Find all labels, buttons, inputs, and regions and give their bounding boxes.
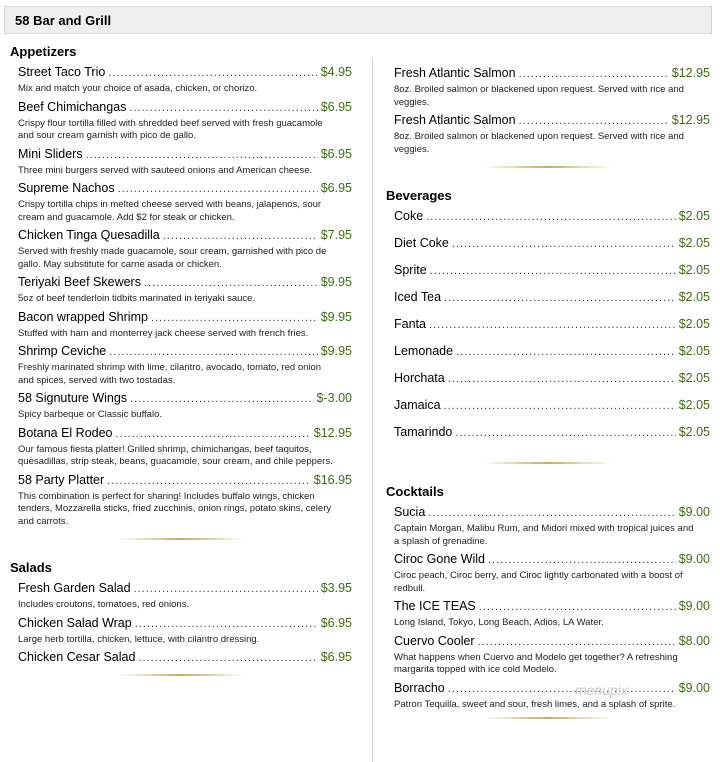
item-name: Supreme Nachos — [18, 181, 115, 195]
menu-item — [394, 599, 710, 630]
item-name: Iced Tea — [394, 290, 442, 304]
item-description: Ciroc peach, Ciroc berry, and Ciroc lightly carbonated with a boost of redbull. — [394, 570, 683, 594]
menu-item — [394, 209, 710, 236]
menu-item — [18, 65, 352, 96]
section-title-beverages: Beverages — [386, 188, 452, 203]
item-name: Lemonade — [394, 344, 454, 358]
menu-item — [394, 344, 710, 371]
menu-item — [18, 426, 352, 469]
item-name: Shrimp Ceviche — [18, 344, 107, 358]
leader-dots — [448, 682, 676, 697]
item-name: Botana El Rodeo — [18, 425, 113, 440]
menu-item — [18, 228, 352, 271]
leader-dots — [129, 101, 317, 116]
leader-dots — [519, 67, 669, 82]
item-price: $9.00 — [678, 552, 710, 566]
leader-dots — [444, 291, 676, 306]
leader-dots — [478, 635, 676, 650]
section-divider — [116, 538, 246, 540]
item-description: Large herb tortilla, chicken, lettuce, with cilantro dressing. — [18, 633, 260, 645]
menu-item — [394, 113, 710, 156]
item-name: Coke — [394, 209, 424, 223]
item-price: $2.05 — [678, 290, 710, 304]
leader-dots — [86, 148, 318, 163]
section-divider — [483, 166, 613, 168]
menu-item — [18, 650, 352, 666]
item-description: Spicy barbeque or Classic buffalo. — [18, 409, 162, 420]
leader-dots — [163, 229, 318, 244]
leader-dots — [428, 506, 675, 521]
item-price: $9.95 — [320, 309, 352, 324]
menu-item — [394, 634, 710, 677]
item-name: Mini Sliders — [18, 146, 83, 161]
menu-item — [18, 310, 352, 341]
leader-dots — [130, 392, 313, 407]
item-name: Fresh Atlantic Salmon — [394, 113, 516, 127]
leader-dots — [138, 651, 317, 666]
leader-dots — [109, 345, 317, 360]
menu-item — [394, 317, 710, 344]
item-name: Ciroc Gone Wild — [394, 552, 485, 566]
item-name: 58 Party Platter — [18, 472, 105, 487]
leader-dots — [135, 617, 318, 632]
leader-dots — [116, 427, 311, 442]
item-price: $2.05 — [678, 344, 710, 358]
column-divider — [372, 58, 373, 762]
leader-dots — [426, 210, 676, 225]
menu-item — [394, 290, 710, 317]
item-price: $12.95 — [671, 113, 710, 127]
menu-item — [18, 275, 352, 306]
menu-item — [394, 236, 710, 263]
item-price: $16.95 — [313, 472, 352, 487]
item-price: $2.05 — [678, 398, 710, 412]
right-column — [386, 66, 710, 739]
beverages-list — [386, 209, 710, 452]
section-divider — [483, 462, 613, 464]
leader-dots — [455, 426, 675, 441]
watermark: menupix — [575, 682, 628, 698]
section-divider — [116, 674, 246, 676]
menu-item — [394, 398, 710, 425]
item-price: $12.95 — [671, 66, 710, 80]
item-name: Tamarindo — [394, 425, 453, 439]
item-description: Captain Morgan, Malibu Rum, and Midori mixed with tropical juices and a splash of grenadine. — [394, 523, 694, 547]
menu-item — [394, 66, 710, 109]
leader-dots — [151, 311, 318, 326]
menu-item — [18, 391, 352, 422]
item-price: $6.95 — [320, 615, 352, 630]
menu-item — [394, 505, 710, 548]
item-price: $9.95 — [320, 344, 352, 358]
item-description: Long Island, Tokyo, Long Beach, Adios, LA Water. — [394, 617, 604, 628]
menu-item — [18, 616, 352, 647]
item-name: The ICE TEAS — [394, 599, 476, 613]
item-name: Bacon wrapped Shrimp — [18, 309, 148, 324]
item-name: Chicken Salad Wrap — [18, 615, 132, 630]
item-description: Our famous fiesta platter! Grilled shrimp, chimichangas, beef taquitos, quesadillas, strip steak, beans, guacamole, sour cream, and chile peppers. — [18, 443, 333, 467]
leader-dots — [118, 182, 318, 197]
leader-dots — [456, 345, 676, 360]
leader-dots — [107, 474, 311, 489]
item-description: 8oz. Broiled salmon or blackened upon request. Served with rice and veggies. — [394, 131, 684, 155]
item-name: Chicken Tinga Quesadilla — [18, 228, 160, 242]
section-title-salads: Salads — [10, 560, 52, 575]
item-price: $3.95 — [320, 581, 352, 595]
leader-dots — [108, 66, 317, 81]
item-price: $6.95 — [320, 99, 352, 114]
menu-item — [394, 263, 710, 290]
item-name: Sucia — [394, 505, 426, 519]
leader-dots — [519, 114, 669, 129]
menu-header — [4, 6, 712, 34]
item-description: Crispy tortilla chips in melted cheese served with beans, jalapenos, sour cream and guacamole. Add $2 for steak or chicken. — [18, 199, 322, 223]
item-description: Served with freshly made guacamole, sour cream, garnished with pico de gallo. May substitute for carne asada or chicken. — [18, 246, 327, 270]
item-name: Horchata — [394, 371, 445, 385]
item-description: 5oz of beef tenderloin tidbits marinated in teriyaki sauce. — [18, 293, 256, 304]
section-title-appetizers: Appetizers — [10, 44, 77, 59]
section-title-cocktails: Cocktails — [386, 484, 444, 499]
menu-item — [18, 473, 352, 529]
item-price: $2.05 — [678, 236, 710, 250]
item-description: This combination is perfect for sharing! Includes buffalo wings, chicken tenders, Mozzarella sticks, fried zucchinis, onion rings, potato skins, celery and carrots. — [18, 490, 332, 527]
item-name: Fresh Atlantic Salmon — [394, 66, 516, 80]
restaurant-title: 58 Bar and Grill — [15, 13, 112, 28]
item-description: Patron Tequilla, sweet and sour, fresh limes, and a splash of sprite. — [394, 698, 676, 710]
leader-dots — [134, 582, 318, 597]
leader-dots — [452, 237, 676, 252]
menu-item — [394, 552, 710, 595]
item-description: Stuffed with ham and monterrey jack cheese served with french fries. — [18, 327, 309, 339]
item-name: Street Taco Trio — [18, 65, 106, 79]
item-description: Includes croutons, tomatoes, red onions. — [18, 599, 190, 610]
item-name: Cuervo Cooler — [394, 633, 475, 648]
item-name: 58 Signuture Wings — [18, 391, 128, 405]
item-name: Fanta — [394, 317, 426, 331]
item-description: Crispy flour tortilla filled with shredded beef served with fresh guacamole and sour cream garnish with pico de gallo. — [18, 117, 323, 141]
item-name: Diet Coke — [394, 236, 449, 250]
leader-dots — [444, 399, 676, 414]
item-name: Chicken Cesar Salad — [18, 650, 136, 664]
item-price: $2.05 — [678, 317, 710, 331]
menu-item — [394, 425, 710, 452]
leader-dots — [430, 264, 676, 279]
item-name: Jamaica — [394, 398, 441, 412]
item-name: Borracho — [394, 680, 445, 695]
item-price: $6.95 — [320, 650, 352, 664]
item-price: $9.00 — [678, 680, 710, 695]
item-price: $12.95 — [313, 425, 352, 440]
left-column — [10, 40, 352, 696]
item-description: What happens when Cuervo and Modelo get together? A refreshing margarita topped with ice cold Modelo. — [394, 651, 678, 675]
item-price: $2.05 — [678, 263, 710, 277]
menu-item — [18, 581, 352, 612]
menu-item — [18, 100, 352, 143]
item-price: $9.00 — [678, 599, 710, 613]
menu-item — [394, 681, 710, 712]
item-description: Freshly marinated shrimp with lime, cilantro, avocado, tomato, red onion and spices, served with two tostadas. — [18, 362, 322, 386]
item-price: $6.95 — [320, 146, 352, 161]
item-name: Sprite — [394, 263, 427, 277]
item-price: $4.95 — [320, 65, 352, 79]
item-description: Mix and match your choice of asada, chicken, or chorizo. — [18, 83, 258, 94]
item-price: $2.05 — [678, 371, 710, 385]
item-price: $2.05 — [678, 209, 710, 223]
item-name: Teriyaki Beef Skewers — [18, 275, 141, 289]
leader-dots — [429, 318, 676, 333]
item-price: $7.95 — [320, 228, 352, 242]
leader-dots — [479, 600, 676, 615]
leader-dots — [144, 276, 318, 291]
menu-item — [394, 371, 710, 398]
leader-dots — [488, 553, 676, 568]
item-price: $9.00 — [678, 505, 710, 519]
item-price: $8.00 — [678, 633, 710, 648]
item-name: Beef Chimichangas — [18, 99, 127, 114]
leader-dots — [448, 372, 676, 387]
item-description: Three mini burgers served with sauteed onions and American cheese. — [18, 164, 313, 176]
item-description: 8oz. Broiled salmon or blackened upon request. Served with rice and veggies. — [394, 84, 684, 108]
section-divider — [483, 717, 613, 719]
item-price: $6.95 — [320, 181, 352, 195]
menu-item — [18, 344, 352, 387]
item-name: Fresh Garden Salad — [18, 581, 131, 595]
menu-item — [18, 147, 352, 178]
item-price: $2.05 — [678, 425, 710, 439]
menu-item — [18, 181, 352, 224]
item-price: $9.95 — [320, 275, 352, 289]
item-price: $-3.00 — [316, 391, 352, 405]
